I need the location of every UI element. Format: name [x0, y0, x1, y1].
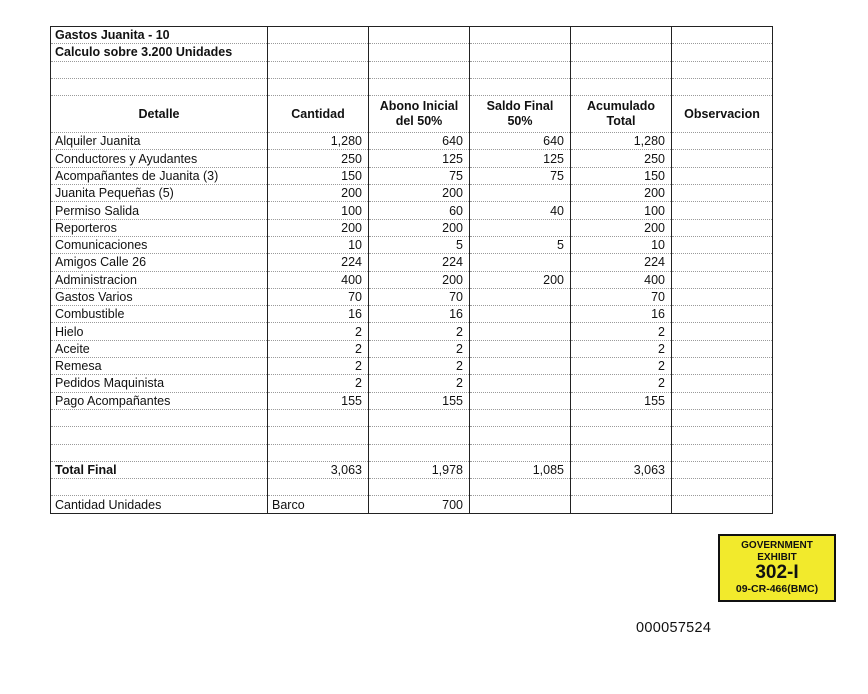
cell-detalle: Combustible	[51, 306, 268, 323]
cell-abono: 5	[369, 236, 470, 253]
cell-abono: 2	[369, 358, 470, 375]
total-acumulado: 3,063	[571, 461, 672, 478]
exhibit-line2: EXHIBIT	[757, 552, 797, 563]
cell-saldo	[470, 306, 571, 323]
cell-observacion	[672, 306, 773, 323]
table-row	[51, 133, 773, 150]
cell-cantidad: 150	[268, 167, 369, 184]
cell-detalle: Juanita Pequeñas (5)	[51, 185, 268, 202]
cell-abono: 200	[369, 271, 470, 288]
cell-abono: 224	[369, 254, 470, 271]
cell-observacion	[672, 375, 773, 392]
cell-observacion	[672, 323, 773, 340]
cell-abono: 16	[369, 306, 470, 323]
units-value: 700	[369, 496, 470, 513]
cell-observacion	[672, 271, 773, 288]
cell-saldo	[470, 392, 571, 409]
cell-detalle: Alquiler Juanita	[51, 133, 268, 150]
units-label: Cantidad Unidades	[51, 496, 268, 513]
cell-detalle: Reporteros	[51, 219, 268, 236]
total-saldo: 1,085	[470, 461, 571, 478]
cell-observacion	[672, 167, 773, 184]
table-row	[51, 185, 773, 202]
cell-observacion	[672, 150, 773, 167]
exhibit-number: 302-I	[755, 562, 799, 583]
cell-acumulado: 250	[571, 150, 672, 167]
cell-abono: 200	[369, 185, 470, 202]
cell-observacion	[672, 185, 773, 202]
table-row	[51, 202, 773, 219]
cell-observacion	[672, 358, 773, 375]
cell-saldo: 75	[470, 167, 571, 184]
spacer-row	[51, 479, 773, 496]
cell-acumulado: 100	[571, 202, 672, 219]
cell-saldo	[470, 219, 571, 236]
cell-saldo: 40	[470, 202, 571, 219]
cell-cantidad: 2	[268, 375, 369, 392]
total-row	[51, 461, 773, 478]
cell-acumulado: 16	[571, 306, 672, 323]
sheet-title: Gastos Juanita - 10	[51, 27, 268, 44]
cell-acumulado: 2	[571, 358, 672, 375]
cell-detalle: Comunicaciones	[51, 236, 268, 253]
cell-cantidad: 2	[268, 340, 369, 357]
header-acumulado: Acumulado Total	[571, 96, 672, 133]
table-row	[51, 306, 773, 323]
cell-acumulado: 400	[571, 271, 672, 288]
cell-detalle: Amigos Calle 26	[51, 254, 268, 271]
cell-cantidad: 2	[268, 323, 369, 340]
cell-saldo	[470, 340, 571, 357]
cell-abono: 2	[369, 323, 470, 340]
cell-detalle: Conductores y Ayudantes	[51, 150, 268, 167]
subtitle-row	[51, 44, 773, 61]
cell-acumulado: 200	[571, 185, 672, 202]
table-row	[51, 254, 773, 271]
table-row	[51, 167, 773, 184]
units-type: Barco	[268, 496, 369, 513]
header-observacion: Observacion	[672, 96, 773, 133]
table-row	[51, 271, 773, 288]
cell-detalle: Permiso Salida	[51, 202, 268, 219]
cell-abono: 60	[369, 202, 470, 219]
header-abono: Abono Inicial del 50%	[369, 96, 470, 133]
cell-abono: 200	[369, 219, 470, 236]
cell-abono: 75	[369, 167, 470, 184]
cell-saldo	[470, 185, 571, 202]
cell-detalle: Aceite	[51, 340, 268, 357]
table-row	[51, 219, 773, 236]
cell-detalle: Hielo	[51, 323, 268, 340]
cell-cantidad: 155	[268, 392, 369, 409]
cell-observacion	[672, 340, 773, 357]
title-row	[51, 27, 773, 44]
cell-acumulado: 150	[571, 167, 672, 184]
cell-cantidad: 16	[268, 306, 369, 323]
sheet-subtitle: Calculo sobre 3.200 Unidades	[51, 44, 268, 61]
units-row	[51, 496, 773, 513]
exhibit-sticker	[718, 534, 836, 602]
cell-saldo	[470, 288, 571, 305]
table-row	[51, 358, 773, 375]
cell-acumulado: 2	[571, 323, 672, 340]
cell-saldo: 125	[470, 150, 571, 167]
expense-table	[50, 26, 773, 514]
cell-observacion	[672, 133, 773, 150]
cell-abono: 2	[369, 375, 470, 392]
cell-cantidad: 100	[268, 202, 369, 219]
cell-abono: 155	[369, 392, 470, 409]
cell-cantidad: 70	[268, 288, 369, 305]
total-abono: 1,978	[369, 461, 470, 478]
cell-acumulado: 70	[571, 288, 672, 305]
spacer-row	[51, 61, 773, 78]
cell-abono: 70	[369, 288, 470, 305]
cell-acumulado: 155	[571, 392, 672, 409]
cell-abono: 2	[369, 340, 470, 357]
cell-acumulado: 2	[571, 340, 672, 357]
table-row	[51, 150, 773, 167]
table-row	[51, 340, 773, 357]
header-saldo: Saldo Final 50%	[470, 96, 571, 133]
cell-observacion	[672, 288, 773, 305]
total-label: Total Final	[51, 461, 268, 478]
cell-detalle: Gastos Varios	[51, 288, 268, 305]
cell-cantidad: 200	[268, 185, 369, 202]
spacer-row	[51, 409, 773, 426]
cell-detalle: Administracion	[51, 271, 268, 288]
cell-observacion	[672, 392, 773, 409]
exhibit-case: 09-CR-466(BMC)	[735, 583, 819, 595]
cell-observacion	[672, 254, 773, 271]
cell-acumulado: 1,280	[571, 133, 672, 150]
header-detalle: Detalle	[51, 96, 268, 133]
header-row	[51, 96, 773, 133]
table-row	[51, 288, 773, 305]
cell-saldo	[470, 323, 571, 340]
cell-acumulado: 10	[571, 236, 672, 253]
spacer-row	[51, 78, 773, 95]
cell-cantidad: 2	[268, 358, 369, 375]
cell-cantidad: 10	[268, 236, 369, 253]
cell-detalle: Pedidos Maquinista	[51, 375, 268, 392]
cell-cantidad: 224	[268, 254, 369, 271]
total-cantidad: 3,063	[268, 461, 369, 478]
cell-saldo: 5	[470, 236, 571, 253]
expense-table-body	[51, 27, 773, 514]
table-row	[51, 323, 773, 340]
cell-acumulado: 224	[571, 254, 672, 271]
spacer-row	[51, 427, 773, 444]
cell-saldo	[470, 254, 571, 271]
cell-cantidad: 1,280	[268, 133, 369, 150]
cell-abono: 640	[369, 133, 470, 150]
exhibit-line1: GOVERNMENT	[741, 540, 813, 551]
cell-acumulado: 200	[571, 219, 672, 236]
cell-saldo	[470, 358, 571, 375]
cell-cantidad: 400	[268, 271, 369, 288]
cell-observacion	[672, 236, 773, 253]
bates-number: 000057524	[636, 620, 712, 636]
cell-saldo: 200	[470, 271, 571, 288]
cell-detalle: Acompañantes de Juanita (3)	[51, 167, 268, 184]
cell-observacion	[672, 219, 773, 236]
table-row	[51, 375, 773, 392]
cell-acumulado: 2	[571, 375, 672, 392]
cell-cantidad: 250	[268, 150, 369, 167]
cell-detalle: Remesa	[51, 358, 268, 375]
header-cantidad: Cantidad	[268, 96, 369, 133]
table-row	[51, 392, 773, 409]
cell-observacion	[672, 202, 773, 219]
cell-abono: 125	[369, 150, 470, 167]
spacer-row	[51, 444, 773, 461]
cell-detalle: Pago Acompañantes	[51, 392, 268, 409]
cell-saldo: 640	[470, 133, 571, 150]
table-row	[51, 236, 773, 253]
cell-cantidad: 200	[268, 219, 369, 236]
cell-saldo	[470, 375, 571, 392]
